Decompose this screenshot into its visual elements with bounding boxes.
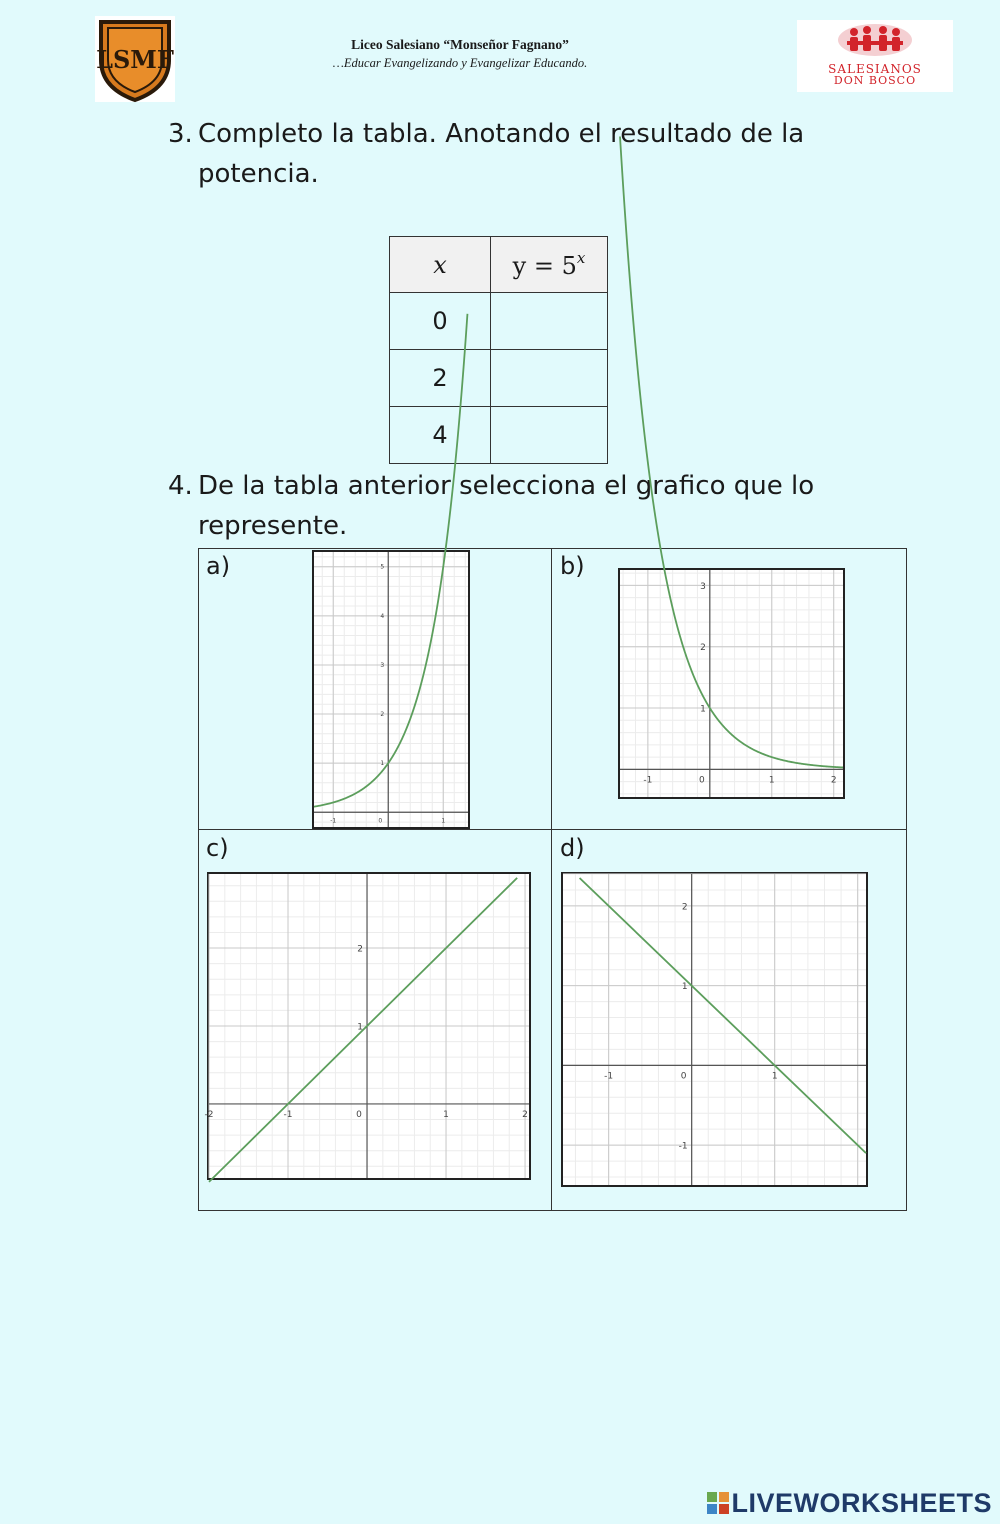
y-answer-cell[interactable] bbox=[491, 407, 608, 464]
x-tick-label: -1 bbox=[330, 817, 337, 825]
y-tick-label: 1 bbox=[700, 704, 706, 715]
svg-text:DON BOSCO: DON BOSCO bbox=[833, 74, 917, 87]
y-tick-label: 1 bbox=[380, 760, 385, 768]
table-header-row bbox=[390, 237, 608, 293]
function-curve bbox=[620, 137, 843, 768]
minor-grid bbox=[314, 552, 468, 827]
function-curve bbox=[580, 878, 866, 1153]
x-tick-label: -1 bbox=[283, 1109, 293, 1120]
svg-text:SALESIANOS: SALESIANOS bbox=[828, 62, 922, 76]
graph-option-a[interactable] bbox=[312, 550, 470, 829]
y-answer-cell[interactable] bbox=[491, 293, 608, 350]
major-grid bbox=[563, 874, 866, 1185]
x-tick-label: 1 bbox=[441, 817, 446, 825]
watermark-text: LIVEWORKSHEETS bbox=[731, 1488, 992, 1518]
question-4 bbox=[168, 466, 868, 546]
y-tick-label: 3 bbox=[380, 661, 385, 669]
question-3-number: 3. bbox=[168, 119, 193, 149]
question-3-line-2: potencia. bbox=[198, 159, 319, 189]
x-tick-label: 0 bbox=[356, 1109, 362, 1120]
option-a-label[interactable]: a) bbox=[206, 552, 231, 580]
x-value: 4 bbox=[390, 407, 491, 464]
school-crest-logo bbox=[95, 16, 175, 102]
liveworksheets-icon bbox=[707, 1492, 729, 1514]
x-tick-label: 0 bbox=[378, 817, 383, 825]
minor-grid bbox=[620, 570, 843, 797]
svg-text:LSMF: LSMF bbox=[96, 45, 174, 74]
table-row bbox=[390, 350, 608, 407]
y-tick-label: 2 bbox=[700, 643, 706, 654]
major-grid bbox=[209, 874, 529, 1178]
y-tick-label: 2 bbox=[380, 711, 385, 719]
x-tick-label: 1 bbox=[443, 1109, 449, 1120]
function-curve bbox=[209, 878, 517, 1182]
major-grid bbox=[314, 552, 468, 827]
question-4-line-2: represente. bbox=[198, 511, 348, 541]
x-tick-label: 0 bbox=[698, 775, 705, 786]
liveworksheets-watermark bbox=[707, 1488, 992, 1519]
y-tick-label: -1 bbox=[678, 1141, 688, 1152]
y-tick-label: 3 bbox=[700, 581, 706, 592]
header-x: x bbox=[390, 237, 491, 293]
x-tick-label: 2 bbox=[830, 775, 837, 786]
header-y: $y = 5^x$ bbox=[491, 237, 608, 293]
x-tick-label: -1 bbox=[604, 1071, 614, 1082]
school-name: Liceo Salesiano “Monseñor Fagnano” bbox=[351, 37, 569, 52]
x-tick-label: -2 bbox=[204, 1109, 214, 1120]
y-tick-label: 1 bbox=[681, 982, 688, 993]
x-value: 0 bbox=[390, 293, 491, 350]
x-tick-label: -1 bbox=[643, 775, 653, 786]
school-motto: …Educar Evangelizando y Evangelizar Educando. bbox=[332, 56, 588, 70]
question-3 bbox=[168, 114, 868, 194]
question-4-line-1: De la tabla anterior selecciona el grafico que lo bbox=[198, 471, 815, 501]
salesianos-logo bbox=[797, 20, 953, 92]
y-tick-label: 4 bbox=[380, 612, 385, 620]
option-b-label[interactable]: b) bbox=[560, 552, 585, 580]
x-tick-label: 0 bbox=[680, 1071, 687, 1082]
y-tick-label: 1 bbox=[357, 1022, 364, 1033]
table-row bbox=[390, 293, 608, 350]
graph-option-c[interactable] bbox=[204, 872, 531, 1180]
table-row bbox=[390, 407, 608, 464]
x-value: 2 bbox=[390, 350, 491, 407]
x-tick-label: 2 bbox=[522, 1109, 528, 1120]
option-c-label[interactable]: c) bbox=[206, 834, 229, 862]
y-tick-label: 2 bbox=[681, 902, 688, 913]
question-3-line-1: Completo la tabla. Anotando el resultado de la bbox=[198, 119, 805, 149]
question-4-number: 4. bbox=[168, 471, 193, 501]
school-header bbox=[240, 36, 680, 72]
values-table bbox=[389, 236, 608, 464]
x-tick-label: 1 bbox=[771, 1071, 778, 1082]
y-tick-label: 2 bbox=[357, 944, 364, 955]
graph-option-b[interactable] bbox=[618, 568, 845, 799]
y-tick-label: 5 bbox=[380, 563, 385, 571]
graph-option-d[interactable] bbox=[561, 872, 868, 1187]
option-d-label[interactable]: d) bbox=[560, 834, 585, 862]
y-answer-cell[interactable] bbox=[491, 350, 608, 407]
x-tick-label: 1 bbox=[768, 775, 775, 786]
